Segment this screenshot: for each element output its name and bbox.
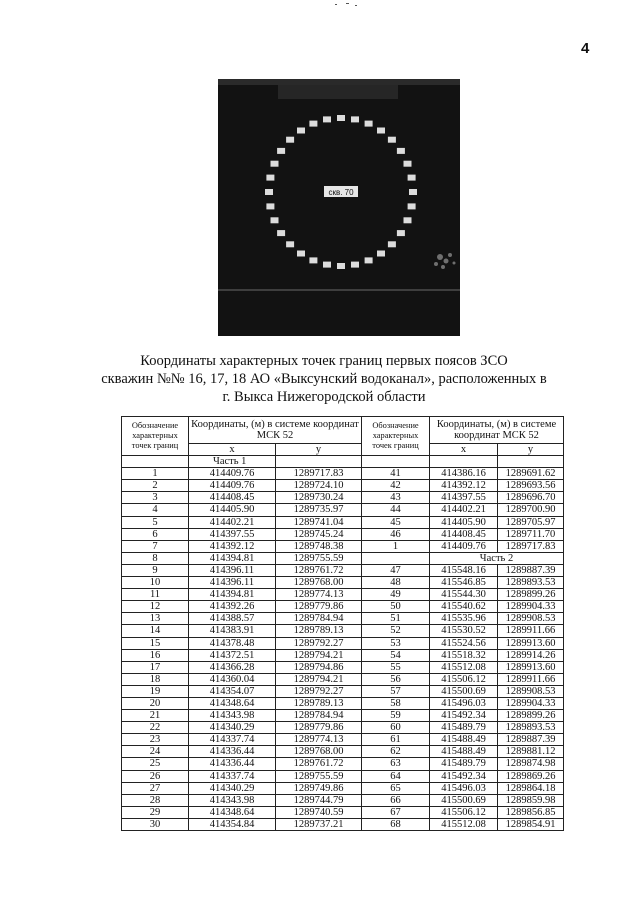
point-number-left: 27 [122,782,189,794]
boundary-scheme-image [218,79,460,336]
y-coord-right: 1289711.70 [498,528,564,540]
y-coord-left: 1289768.00 [276,746,362,758]
caption-line-1: Координаты характерных точек границ первых поясов ЗСО [140,353,508,369]
x-coord-left: 414405.90 [189,504,276,516]
boundary-point-marker [323,116,331,122]
x-coord-right: 415489.79 [430,758,498,770]
y-coord-left: 1289768.00 [276,577,362,589]
x-coord-right: 415488.49 [430,734,498,746]
point-column-header-right: Обозначение характерных точек границ [362,417,430,456]
y-coord-left: 1289774.13 [276,734,362,746]
table-row [122,734,564,746]
point-number-left: 25 [122,758,189,770]
boundary-point-marker [271,161,279,167]
table-row [122,577,564,589]
y-coord-right: 1289913.60 [498,661,564,673]
x-coord-right: 415524.56 [430,637,498,649]
table-row [122,818,564,830]
x-coord-right: 415506.12 [430,673,498,685]
y-header-right: y [498,444,564,456]
boundary-point-marker [309,257,317,263]
x-coord-right: 415488.49 [430,746,498,758]
table-row [122,782,564,794]
boundary-point-marker [277,148,285,154]
y-coord-left: 1289794.21 [276,649,362,661]
table-row [122,613,564,625]
boundary-point-marker [377,251,385,257]
x-coord-left: 414343.98 [189,794,276,806]
table-row [122,685,564,697]
x-coord-left: 414336.44 [189,746,276,758]
y-coord-right: 1289717.83 [498,540,564,552]
x-coord-left: 414340.29 [189,722,276,734]
y-coord-right: 1289887.39 [498,564,564,576]
x-coord-left: 414396.11 [189,564,276,576]
point-number-left: 14 [122,625,189,637]
point-number-left: 30 [122,818,189,830]
table-row [122,528,564,540]
y-coord-right: 1289869.26 [498,770,564,782]
x-coord-right: 415489.79 [430,722,498,734]
y-coord-left: 1289735.97 [276,504,362,516]
x-coord-left: 414366.28 [189,661,276,673]
y-coord-left: 1289792.27 [276,685,362,697]
y-coord-left: 1289784.94 [276,710,362,722]
x-coord-left: 414348.64 [189,697,276,709]
boundary-point-marker [297,128,305,134]
x-coord-left: 414408.45 [189,492,276,504]
y-coord-right: 1289914.26 [498,649,564,661]
boundary-point-marker [377,128,385,134]
point-number-left: 17 [122,661,189,673]
boundary-point-marker [271,217,279,223]
table-row [122,564,564,576]
y-coord-right: 1289899.26 [498,589,564,601]
table-row [122,601,564,613]
y-coord-right: 1289908.53 [498,613,564,625]
y-coord-right: 1289899.26 [498,710,564,722]
y-coord-left: 1289744.79 [276,794,362,806]
point-number-right: 43 [362,492,430,504]
point-number-right: 56 [362,673,430,685]
point-number-left: 1 [122,468,189,480]
boundary-point-marker [404,161,412,167]
y-coord-left: 1289724.10 [276,480,362,492]
x-coord-left: 414392.12 [189,540,276,552]
y-coord-right: 1289887.39 [498,734,564,746]
y-coord-left: 1289745.24 [276,528,362,540]
table-row [122,552,564,564]
point-number-right: 63 [362,758,430,770]
boundary-point-marker [277,230,285,236]
point-number-right: 45 [362,516,430,528]
boundary-point-marker [388,137,396,143]
x-coord-left: 414372.51 [189,649,276,661]
x-coord-right: 415506.12 [430,806,498,818]
point-number-right: 46 [362,528,430,540]
x-coord-right: 415544.30 [430,589,498,601]
point-number-right: 50 [362,601,430,613]
x-coord-right: 415535.96 [430,613,498,625]
table-row [122,746,564,758]
boundary-point-marker [286,241,294,247]
x-coord-right: 415492.34 [430,770,498,782]
table-row [122,673,564,685]
x-coord-right: 415512.08 [430,818,498,830]
point-number-right: 47 [362,564,430,576]
x-coord-left: 414397.55 [189,528,276,540]
point-number-left: 16 [122,649,189,661]
x-coord-right: 415546.85 [430,577,498,589]
point-number-left: 12 [122,601,189,613]
y-coord-left: 1289748.38 [276,540,362,552]
point-number-right: 52 [362,625,430,637]
y-coord-right: 1289864.18 [498,782,564,794]
table-row [122,625,564,637]
y-coord-right: 1289696.70 [498,492,564,504]
point-number-left: 18 [122,673,189,685]
y-coord-right: 1289911.66 [498,625,564,637]
y-coord-left: 1289779.86 [276,722,362,734]
point-number-left: 20 [122,697,189,709]
point-number-right: 65 [362,782,430,794]
x-coord-left: 414402.21 [189,516,276,528]
x-coord-right: 415496.03 [430,697,498,709]
y-coord-right: 1289911.66 [498,673,564,685]
table-row [122,661,564,673]
x-coord-left: 414392.26 [189,601,276,613]
table-row [122,492,564,504]
point-number-right: 1 [362,540,430,552]
x-coord-left: 414409.76 [189,468,276,480]
y-coord-left: 1289749.86 [276,782,362,794]
point-number-right: 48 [362,577,430,589]
x-coord-right: 414386.16 [430,468,498,480]
x-coord-left: 414348.64 [189,806,276,818]
x-coord-left: 414396.11 [189,577,276,589]
point-number-right: 51 [362,613,430,625]
x-coord-left: 414409.76 [189,480,276,492]
y-coord-right: 1289904.33 [498,697,564,709]
boundary-point-marker [408,203,416,209]
x-coord-right: 414402.21 [430,504,498,516]
y-coord-right: 1289705.97 [498,516,564,528]
boundary-point-marker [265,189,273,195]
x-coord-right: 415496.03 [430,782,498,794]
boundary-point-marker [337,263,345,269]
y-coord-left: 1289755.59 [276,552,362,564]
x-coord-left: 414336.44 [189,758,276,770]
boundary-point-marker [388,241,396,247]
x-coord-left: 414388.57 [189,613,276,625]
y-coord-left: 1289730.24 [276,492,362,504]
boundary-point-marker [365,121,373,127]
x-coord-right: 414397.55 [430,492,498,504]
coords-group-header-right: Координаты, (м) в системе координат МСК 52 [430,417,564,444]
point-number-right: 64 [362,770,430,782]
table-caption [60,352,588,406]
boundary-point-marker [397,230,405,236]
point-number-right: 55 [362,661,430,673]
caption-line-3: г. Выкса Нижегородской области [222,389,426,405]
caption-line-2: скважин №№ 16, 17, 18 АО «Выксунский водоканал», расположенных в [101,371,547,387]
y-coord-left: 1289740.59 [276,806,362,818]
scan-speck [346,3,349,4]
boundary-point-marker [365,257,373,263]
x-header-right: x [430,444,498,456]
x-coord-left: 414354.84 [189,818,276,830]
table-row [122,794,564,806]
y-header-left: y [276,444,362,456]
boundary-point-marker [297,251,305,257]
point-number-left: 22 [122,722,189,734]
x-coord-right: 414392.12 [430,480,498,492]
scan-speck [355,5,357,6]
x-coord-left: 414337.74 [189,770,276,782]
table-row [122,758,564,770]
x-coord-right: 414409.76 [430,540,498,552]
y-coord-left: 1289794.21 [276,673,362,685]
table-row [122,504,564,516]
y-coord-left: 1289737.21 [276,818,362,830]
y-coord-right: 1289904.33 [498,601,564,613]
x-coord-left: 414378.48 [189,637,276,649]
x-coord-right: 415548.16 [430,564,498,576]
point-number-left: 28 [122,794,189,806]
point-number-left: 21 [122,710,189,722]
point-number-left: 19 [122,685,189,697]
point-number-right: 58 [362,697,430,709]
point-number-right: 53 [362,637,430,649]
x-coord-right: 414408.45 [430,528,498,540]
y-coord-right: 1289913.60 [498,637,564,649]
point-number-left: 29 [122,806,189,818]
boundary-point-marker [266,175,274,181]
point-number-right: 68 [362,818,430,830]
y-coord-right: 1289859.98 [498,794,564,806]
y-coord-left: 1289789.13 [276,625,362,637]
point-number-left: 15 [122,637,189,649]
point-number-left: 13 [122,613,189,625]
y-coord-left: 1289794.86 [276,661,362,673]
table-row [122,637,564,649]
boundary-point-marker [351,116,359,122]
y-coord-left: 1289761.72 [276,758,362,770]
boundary-point-marker [404,217,412,223]
table-row [122,697,564,709]
table-row [122,589,564,601]
y-coord-right: 1289700.90 [498,504,564,516]
boundary-point-marker [409,189,417,195]
y-coord-right: 1289908.53 [498,685,564,697]
x-coord-left: 414360.04 [189,673,276,685]
x-coord-right: 415500.69 [430,794,498,806]
y-coord-left: 1289774.13 [276,589,362,601]
x-coord-left: 414343.98 [189,710,276,722]
point-number-left: 3 [122,492,189,504]
boundary-point-marker [309,121,317,127]
point-number-left: 4 [122,504,189,516]
point-number-right: 42 [362,480,430,492]
point-number-left: 26 [122,770,189,782]
point-number-right: 54 [362,649,430,661]
boundary-point-marker [408,175,416,181]
boundary-point-marker [286,137,294,143]
y-coord-right: 1289854.91 [498,818,564,830]
table-row [122,480,564,492]
y-coord-left: 1289784.94 [276,613,362,625]
x-coord-right: 415518.32 [430,649,498,661]
y-coord-right: 1289693.56 [498,480,564,492]
boundary-scheme-svg [218,79,460,336]
y-coord-left: 1289779.86 [276,601,362,613]
y-coord-left: 1289792.27 [276,637,362,649]
point-number-left: 10 [122,577,189,589]
point-number-right: 66 [362,794,430,806]
y-coord-left: 1289717.83 [276,468,362,480]
y-coord-left: 1289789.13 [276,697,362,709]
x-coord-right: 415530.52 [430,625,498,637]
y-coord-right: 1289881.12 [498,746,564,758]
x-coord-left: 414354.07 [189,685,276,697]
x-coord-left: 414394.81 [189,552,276,564]
point-number-left: 2 [122,480,189,492]
point-number-left: 9 [122,564,189,576]
y-coord-right: 1289893.53 [498,577,564,589]
y-coord-right: 1289691.62 [498,468,564,480]
y-coord-left: 1289741.04 [276,516,362,528]
part-2-label: Часть 2 [430,552,564,564]
x-coord-left: 414337.74 [189,734,276,746]
x-coord-left: 414394.81 [189,589,276,601]
x-coord-right: 414405.90 [430,516,498,528]
boundary-point-marker [337,115,345,121]
point-number-left: 6 [122,528,189,540]
point-column-header-left: Обозначение характерных точек границ [122,417,189,456]
table-row [122,516,564,528]
table-row [122,468,564,480]
point-number-left: 8 [122,552,189,564]
coordinates-table [121,416,564,831]
boundary-point-marker [397,148,405,154]
x-coord-right: 415492.34 [430,710,498,722]
point-number-right: 60 [362,722,430,734]
point-number-right: 49 [362,589,430,601]
boundary-point-marker [351,262,359,268]
x-coord-left: 414383.91 [189,625,276,637]
point-number-left: 5 [122,516,189,528]
empty-cell [362,552,430,564]
x-coord-right: 415540.62 [430,601,498,613]
point-number-right: 41 [362,468,430,480]
point-number-left: 11 [122,589,189,601]
y-coord-right: 1289874.98 [498,758,564,770]
page-number: 4 [581,40,590,57]
table-row [122,649,564,661]
coords-group-header-left: Координаты, (м) в системе координат МСК 52 [189,417,362,444]
boundary-point-marker [323,262,331,268]
table-row [122,770,564,782]
table-row [122,806,564,818]
point-number-right: 57 [362,685,430,697]
point-number-right: 44 [362,504,430,516]
boundary-point-marker [266,203,274,209]
point-number-left: 24 [122,746,189,758]
y-coord-right: 1289893.53 [498,722,564,734]
point-number-right: 61 [362,734,430,746]
point-number-right: 67 [362,806,430,818]
scan-speck [335,4,337,5]
table-row [122,540,564,552]
point-number-left: 23 [122,734,189,746]
point-number-right: 59 [362,710,430,722]
x-coord-left: 414340.29 [189,782,276,794]
point-number-left: 7 [122,540,189,552]
well-center-label: скв. 70 [328,188,354,197]
table-row [122,722,564,734]
y-coord-left: 1289761.72 [276,564,362,576]
x-coord-right: 415512.08 [430,661,498,673]
x-coord-right: 415500.69 [430,685,498,697]
x-header-left: x [189,444,276,456]
part-1-label: Часть 1 [189,456,276,468]
y-coord-left: 1289755.59 [276,770,362,782]
point-number-right: 62 [362,746,430,758]
y-coord-right: 1289856.85 [498,806,564,818]
table-row [122,710,564,722]
